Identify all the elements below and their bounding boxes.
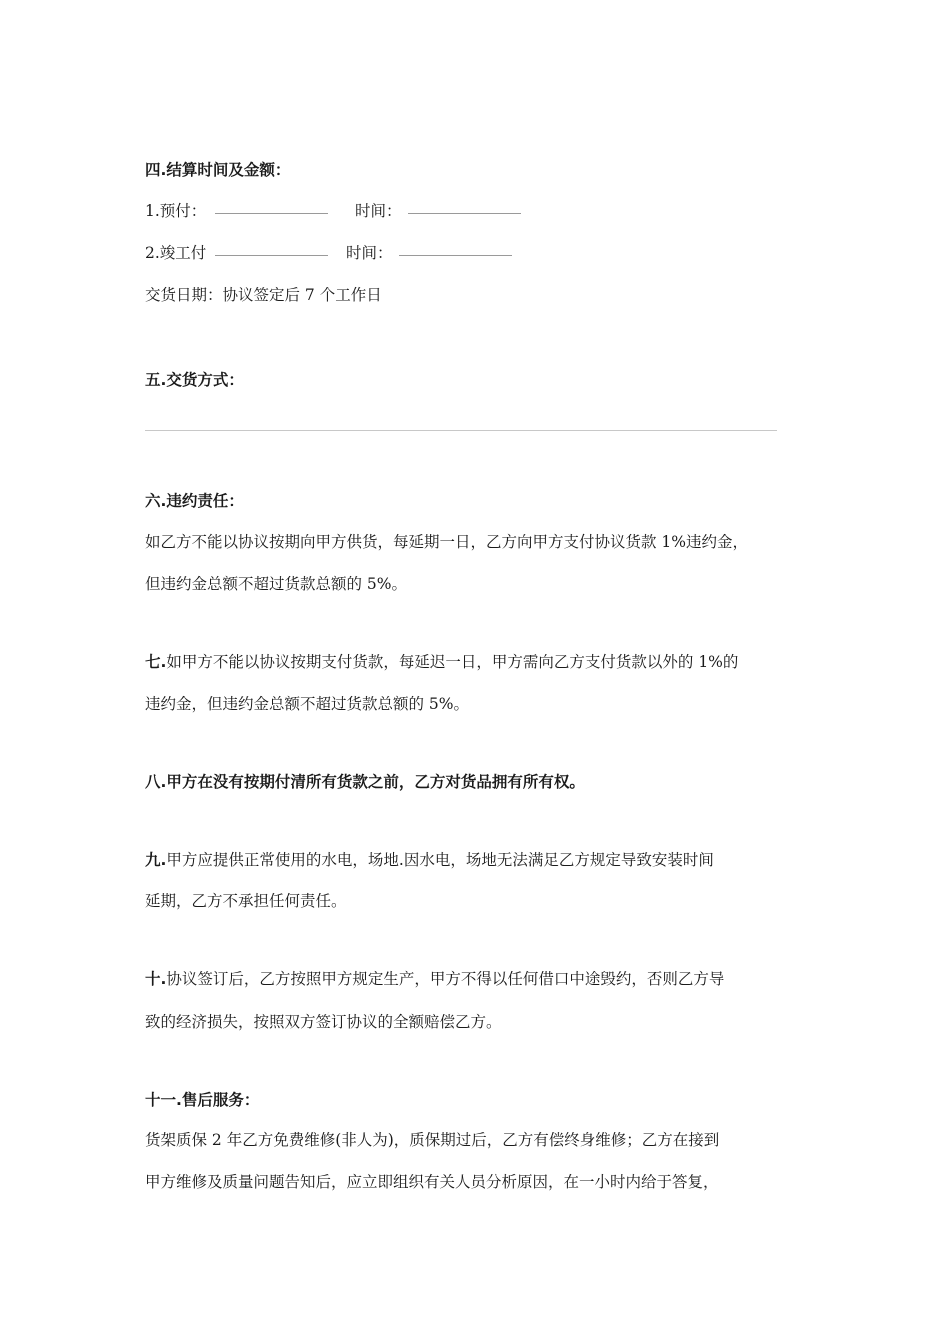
delivery-method-blank-line: [145, 430, 777, 431]
section-7-line-1: [145, 651, 738, 673]
final-payment-label: 2.竣工付: [145, 244, 207, 262]
section-10-text-1: 协议签订后，乙方按照甲方规定生产，甲方不得以任何借口中途毁约，否则乙方导: [166, 970, 725, 988]
section-8-text: 八.甲方在没有按期付清所有货款之前，乙方对货品拥有所有权。: [145, 773, 585, 791]
section-7-text-1: 如甲方不能以协议按期支付货款，每延迟一日，甲方需向乙方支付货款以外的 1%的: [166, 653, 739, 671]
section-6-line-2: 但违约金总额不超过货款总额的 5%。: [145, 575, 408, 593]
section-9-line-2: 延期，乙方不承担任何责任。: [145, 892, 347, 910]
final-payment-row: [145, 242, 393, 264]
section-9-text-1: 甲方应提供正常使用的水电，场地.因水电，场地无法满足乙方规定导致安装时间: [166, 851, 714, 869]
section-9-line-1: [145, 849, 714, 871]
section-6-line-1: 如乙方不能以协议按期向甲方供货，每延期一日，乙方向甲方支付协议货款 1%违约金，: [145, 533, 749, 551]
section-9-number: 九.: [145, 851, 167, 869]
section-11-heading: 十一.售后服务：: [145, 1091, 260, 1109]
prepay-time-label: 时间：: [355, 202, 402, 220]
section-4-heading: 四.结算时间及金额：: [145, 161, 291, 179]
section-10-number: 十.: [145, 970, 167, 988]
section-11-line-2: 甲方维修及质量问题告知后，应立即组织有关人员分析原因，在一小时内给于答复，: [145, 1173, 719, 1191]
prepay-label: 1.预付：: [145, 202, 207, 220]
section-5-heading: 五.交货方式：: [145, 371, 244, 389]
section-10-line-1: [145, 968, 724, 990]
final-payment-amount-blank: [215, 255, 328, 256]
final-payment-time-blank: [399, 255, 512, 256]
prepay-time-blank: [408, 213, 521, 214]
final-payment-time-label: 时间：: [346, 244, 393, 262]
section-7-number: 七.: [145, 653, 167, 671]
section-6-heading: 六.违约责任：: [145, 492, 244, 510]
prepay-amount-blank: [215, 213, 328, 214]
section-10-line-2: 致的经济损失，按照双方签订协议的全额赔偿乙方。: [145, 1013, 502, 1031]
section-11-line-1: 货架质保 2 年乙方免费维修(非人为)，质保期过后，乙方有偿终身维修；乙方在接到: [145, 1131, 720, 1149]
section-7-line-2: 违约金，但违约金总额不超过货款总额的 5%。: [145, 695, 470, 713]
delivery-date-text: 交货日期：协议签定后 7 个工作日: [145, 286, 382, 304]
prepay-row: [145, 200, 402, 222]
